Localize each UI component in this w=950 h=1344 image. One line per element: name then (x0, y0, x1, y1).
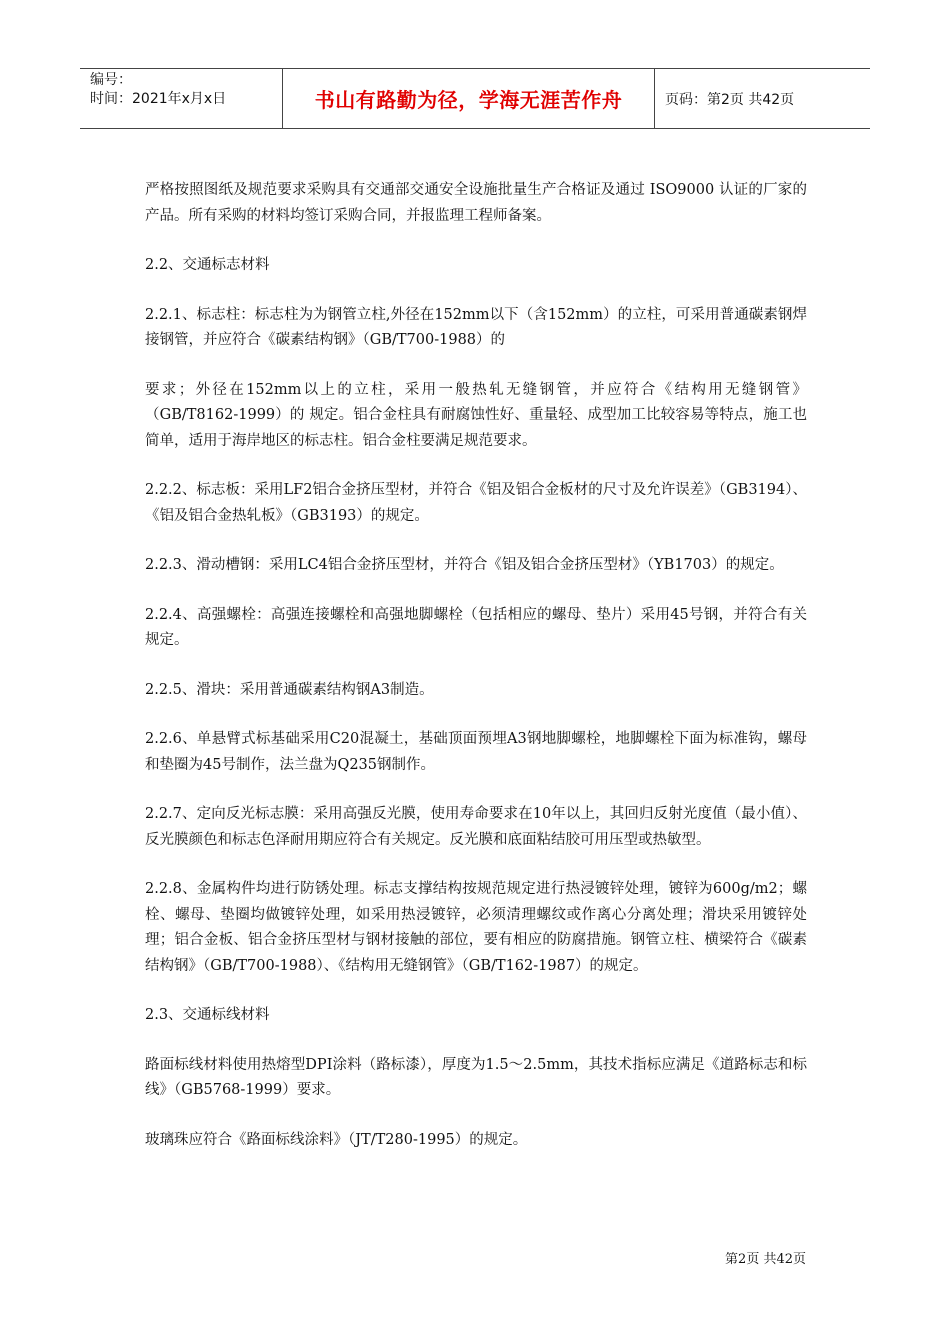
document-date-label: 时间：2021年x月x日 (90, 91, 227, 107)
paragraph-2-2-8: 2.2.8、金属构件均进行防锈处理。标志支撑结构按规范规定进行热浸镀锌处理，镀锌为600g/m2；螺栓、螺母、垫圈均做镀锌处理，如采用热浸镀锌，必须清理螺纹或作离心分离处理；滑块采用镀锌处理；铝合金板、铝合金挤压型材与钢材接触的部位，要有相应的防腐措施。钢管立柱、横梁符合《碳素结构钢》（GB/T700-1988）、《结构用无缝钢管》（GB/T162-1987）的规定。 (145, 881, 807, 974)
paragraph-2-2-5: 2.2.5、滑块：采用普通碳素结构钢A3制造。 (145, 681, 434, 698)
page-footer: 第2页 共42页 (725, 1252, 806, 1267)
header-meta (80, 69, 282, 128)
paragraph-glass-beads: 玻璃珠应符合《路面标线涂料》（JT/T280-1995）的规定。 (145, 1131, 528, 1148)
paragraph-2-2-7: 2.2.7、定向反光标志膜：采用高强反光膜，使用寿命要求在10年以上，其回归反射光度值（最小值）、反光膜颜色和标志色泽耐用期应符合有关规定。反光膜和底面粘结胶可用压型或热敏型。 (145, 806, 807, 848)
page-header (80, 68, 870, 129)
section-heading-2-3: 2.3、交通标线材料 (145, 1007, 270, 1023)
paragraph-2-2-6: 2.2.6、单悬臂式标基础采用C20混凝土，基础顶面预埋A3钢地脚螺栓，地脚螺栓下面为标准钩，螺母和垫圈为45号制作，法兰盘为Q235钢制作。 (145, 731, 807, 773)
paragraph-intro: 严格按照图纸及规范要求采购具有交通部交通安全设施批量生产合格证及通过 ISO9000 认证的厂家的产品。所有采购的材料均签订采购合同，并报监理工程师备案。 (145, 182, 807, 224)
paragraph-2-2-1: 2.2.1、标志柱：标志柱为为钢管立柱,外径在152mm以下（含152mm）的立柱，可采用普通碳素钢焊接钢管，并应符合《碳素结构钢》（GB/T700-1988）的 (145, 306, 807, 348)
paragraph-2-2-1-cont: 要求；外径在152mm以上的立柱，采用一般热轧无缝钢管，并应符合《结构用无缝钢管》（GB/T8162-1999）的 规定。铝合金柱具有耐腐蚀性好、重量轻、成型加工比较容易等特点，施工也简单，适用于海岸地区的标志柱。铝合金柱要满足规范要求。 (145, 381, 807, 449)
paragraph-2-2-4: 2.2.4、高强螺栓：高强连接螺栓和高强地脚螺栓（包括相应的螺母、垫片）采用45号钢，并符合有关规定。 (145, 606, 807, 648)
document-number-label: 编号： (90, 72, 132, 88)
header-page-number: 页码：第2页 共42页 (665, 91, 795, 108)
header-motto: 书山有路勤为径，学海无涯苦作舟 (282, 69, 655, 128)
document-body (145, 178, 807, 1177)
paragraph-2-2-2: 2.2.2、标志板：采用LF2铝合金挤压型材，并符合《铝及铝合金板材的尺寸及允许误差》（GB3194）、《铝及铝合金热轧板》（GB3193）的规定。 (145, 482, 807, 524)
paragraph-marking-material: 路面标线材料使用热熔型DPI涂料（路标漆），厚度为1.5～2.5mm，其技术指标应满足《道路标志和标线》（GB5768-1999）要求。 (145, 1056, 807, 1098)
section-heading-2-2: 2.2、交通标志材料 (145, 257, 270, 273)
paragraph-2-2-3: 2.2.3、滑动槽钢：采用LC4铝合金挤压型材，并符合《铝及铝合金挤压型材》（YB1703）的规定。 (145, 557, 784, 573)
